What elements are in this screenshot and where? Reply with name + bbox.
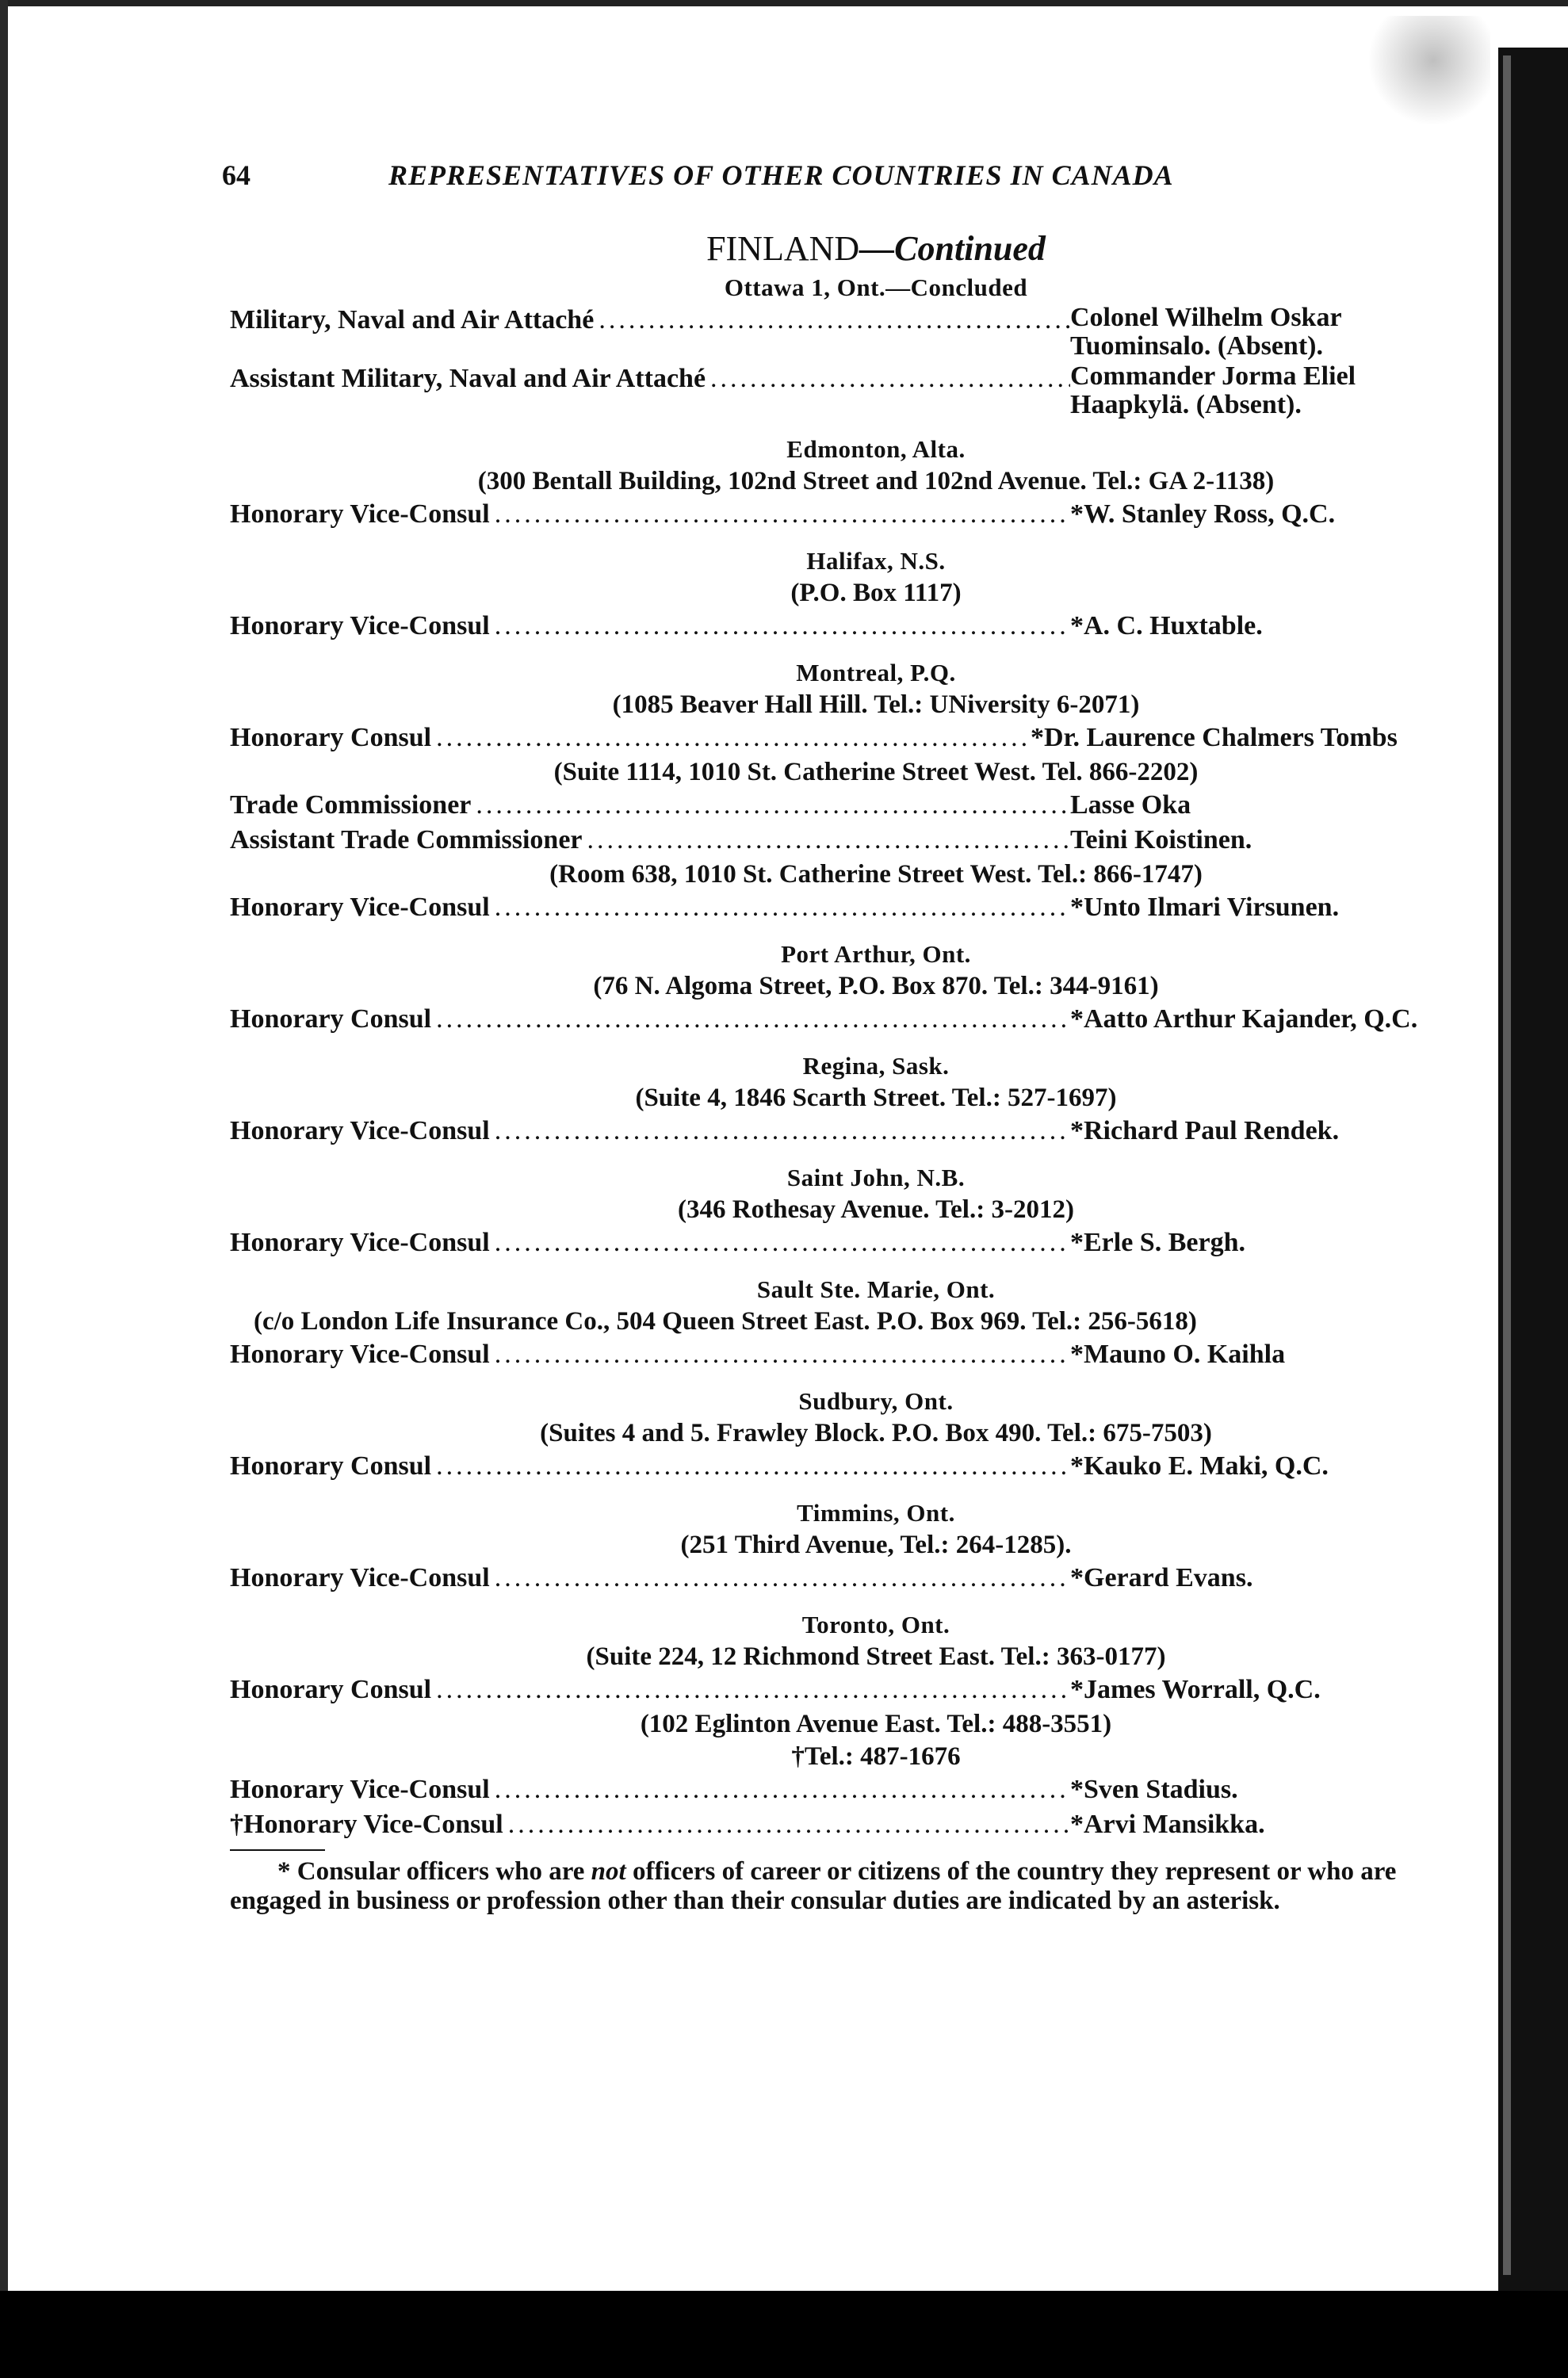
position-title: †Honorary Vice-Consul — [230, 1810, 503, 1839]
officer-name: *W. Stanley Ross, Q.C. — [1070, 499, 1336, 529]
officer-name: *Kauko E. Maki, Q.C. — [1070, 1451, 1329, 1481]
officer-name: *Richard Paul Rendek. — [1070, 1116, 1340, 1145]
entry-row — [222, 304, 1435, 361]
position-title: Honorary Vice-Consul — [230, 893, 490, 922]
entry-row — [222, 1338, 1435, 1371]
scan-top-edge — [0, 0, 1568, 6]
entry-row — [222, 1003, 1435, 1036]
page-number: 64 — [222, 159, 250, 191]
dot-leader — [490, 1114, 1070, 1148]
officer-name: *Gerard Evans. — [1070, 1563, 1253, 1592]
officer-name-line1: Colonel Wilhelm Oskar — [1070, 303, 1342, 332]
country-suffix: —Continued — [859, 229, 1046, 268]
address-line: (Suites 4 and 5. Frawley Block. P.O. Box 490. Tel.: 675-7503) — [540, 1419, 1212, 1447]
entry-row — [222, 824, 1435, 857]
country-heading — [317, 228, 1435, 269]
officer-name: *Erle S. Bergh. — [1070, 1228, 1245, 1257]
officer-name: *A. C. Huxtable. — [1070, 611, 1263, 640]
address-line: (Suite 4, 1846 Scarth Street. Tel.: 527-1697) — [635, 1084, 1117, 1112]
address-line: (76 N. Algoma Street, P.O. Box 870. Tel.: 344-9161) — [593, 972, 1159, 1000]
dot-leader — [503, 1808, 1070, 1841]
position-title: Assistant Military, Naval and Air Attaché — [230, 364, 706, 393]
dot-leader — [490, 1562, 1070, 1595]
officer-name-line1: Commander Jorma Eliel — [1070, 361, 1356, 391]
officer-name: Lasse Oka — [1070, 790, 1191, 820]
telephone-line: †Tel.: 487-1676 — [791, 1742, 961, 1771]
officer-name-line2: Tuominsalo. (Absent). — [1070, 331, 1323, 361]
footnote-emphasis: not — [591, 1857, 626, 1886]
city-heading-edmonton: Edmonton, Alta. — [786, 435, 966, 463]
dot-leader — [583, 824, 1070, 857]
scan-left-edge — [0, 0, 8, 2378]
page-header — [222, 159, 1435, 206]
dot-leader — [490, 498, 1070, 531]
position-title: Honorary Vice-Consul — [230, 1116, 490, 1145]
city-heading-montreal: Montreal, P.Q. — [796, 659, 956, 686]
city-heading-ottawa: Ottawa 1, Ont.—Concluded — [724, 273, 1028, 301]
dot-leader — [431, 721, 1031, 755]
entry-row — [222, 891, 1435, 924]
footnote-rule — [230, 1849, 325, 1851]
footnote — [222, 1857, 1419, 1916]
dot-leader — [431, 1673, 1070, 1707]
entry-row — [222, 1226, 1435, 1260]
officer-name: *Unto Ilmari Virsunen. — [1070, 893, 1340, 922]
officer-name: *Arvi Mansikka. — [1070, 1810, 1265, 1839]
dot-leader — [490, 891, 1070, 924]
dot-leader — [490, 1773, 1070, 1806]
address-line: (Suite 1114, 1010 St. Catherine Street West. Tel. 866-2202) — [553, 758, 1199, 786]
dot-leader — [706, 362, 1070, 396]
position-title: Honorary Vice-Consul — [230, 1340, 490, 1369]
document-page — [222, 159, 1435, 1916]
address-line: (102 Eglinton Avenue East. Tel.: 488-3551) — [640, 1710, 1112, 1738]
footnote-text-b: officers of career or citizens of the country they represent or who are engaged in business or profession other than their consular duties are indicated by an asterisk. — [230, 1857, 1397, 1915]
entry-row — [222, 610, 1435, 643]
city-heading-halifax: Halifax, N.S. — [806, 547, 946, 575]
city-heading-toronto: Toronto, Ont. — [801, 1611, 950, 1638]
address-line: (346 Rothesay Avenue. Tel.: 3-2012) — [678, 1195, 1074, 1224]
address-line: (300 Bentall Building, 102nd Street and 102nd Avenue. Tel.: GA 2-1138) — [477, 467, 1275, 495]
officer-name-line2: Haapkylä. (Absent). — [1070, 390, 1302, 419]
dot-leader — [490, 610, 1070, 643]
footnote-marker: * — [277, 1857, 291, 1886]
country-name: FINLAND — [706, 229, 860, 268]
spine-highlight — [1503, 55, 1511, 2275]
address-line: (Suite 224, 12 Richmond Street East. Tel.: 363-0177) — [586, 1642, 1166, 1671]
address-line: (P.O. Box 1117) — [790, 579, 962, 607]
position-title: Honorary Vice-Consul — [230, 1228, 490, 1257]
position-title: Assistant Trade Commissioner — [230, 825, 583, 854]
scan-noise — [1348, 16, 1490, 127]
officer-name: *James Worrall, Q.C. — [1070, 1675, 1321, 1704]
address-line: (251 Third Avenue, Tel.: 264-1285). — [680, 1531, 1072, 1559]
entry-row — [222, 1808, 1435, 1841]
entry-row — [222, 498, 1435, 531]
city-heading-regina: Regina, Sask. — [802, 1052, 950, 1080]
position-title: Military, Naval and Air Attaché — [230, 305, 595, 335]
position-title: Honorary Consul — [230, 723, 432, 752]
position-title: Honorary Vice-Consul — [230, 611, 490, 640]
entry-row — [222, 1114, 1435, 1148]
officer-name: *Aatto Arthur Kajander, Q.C. — [1070, 1004, 1418, 1034]
city-heading-sault-ste-marie: Sault Ste. Marie, Ont. — [756, 1275, 996, 1303]
entry-row — [222, 789, 1435, 822]
dot-leader — [490, 1226, 1070, 1260]
position-title: Honorary Vice-Consul — [230, 499, 490, 529]
officer-name: *Sven Stadius. — [1070, 1775, 1238, 1804]
officer-name: *Dr. Laurence Chalmers Tombs — [1031, 723, 1398, 752]
city-heading-saint-john: Saint John, N.B. — [786, 1164, 966, 1191]
dot-leader — [594, 304, 1070, 337]
dot-leader — [471, 789, 1070, 822]
entry-row — [222, 1773, 1435, 1806]
dot-leader — [490, 1338, 1070, 1371]
address-line: (c/o London Life Insurance Co., 504 Queen Street East. P.O. Box 969. Tel.: 256-5618) — [254, 1307, 1197, 1336]
dot-leader — [431, 1003, 1070, 1036]
city-heading-sudbury: Sudbury, Ont. — [798, 1387, 954, 1415]
running-title: REPRESENTATIVES OF OTHER COUNTRIES IN CANADA — [388, 159, 1174, 191]
entry-row — [222, 1673, 1435, 1707]
officer-name: Teini Koistinen. — [1070, 825, 1252, 854]
position-title: Honorary Vice-Consul — [230, 1775, 490, 1804]
position-title: Honorary Consul — [230, 1675, 432, 1704]
officer-name — [1070, 362, 1435, 419]
footnote-text-a: Consular officers who are — [296, 1857, 591, 1886]
entry-row — [222, 1450, 1435, 1483]
position-title: Trade Commissioner — [230, 790, 472, 820]
scan-bottom-edge — [0, 2291, 1568, 2378]
officer-name — [1070, 304, 1435, 361]
entry-row — [222, 721, 1435, 755]
position-title: Honorary Consul — [230, 1451, 432, 1481]
officer-name: *Mauno O. Kaihla — [1070, 1340, 1286, 1369]
city-heading-port-arthur: Port Arthur, Ont. — [781, 940, 971, 968]
entry-row — [222, 1562, 1435, 1595]
address-line: (1085 Beaver Hall Hill. Tel.: UNiversity 6-2071) — [612, 690, 1140, 719]
position-title: Honorary Vice-Consul — [230, 1563, 490, 1592]
address-line: (Room 638, 1010 St. Catherine Street West. Tel.: 866-1747) — [549, 860, 1203, 889]
position-title: Honorary Consul — [230, 1004, 432, 1034]
dot-leader — [431, 1450, 1070, 1483]
entry-row — [222, 362, 1435, 419]
city-heading-timmins: Timmins, Ont. — [797, 1499, 955, 1527]
